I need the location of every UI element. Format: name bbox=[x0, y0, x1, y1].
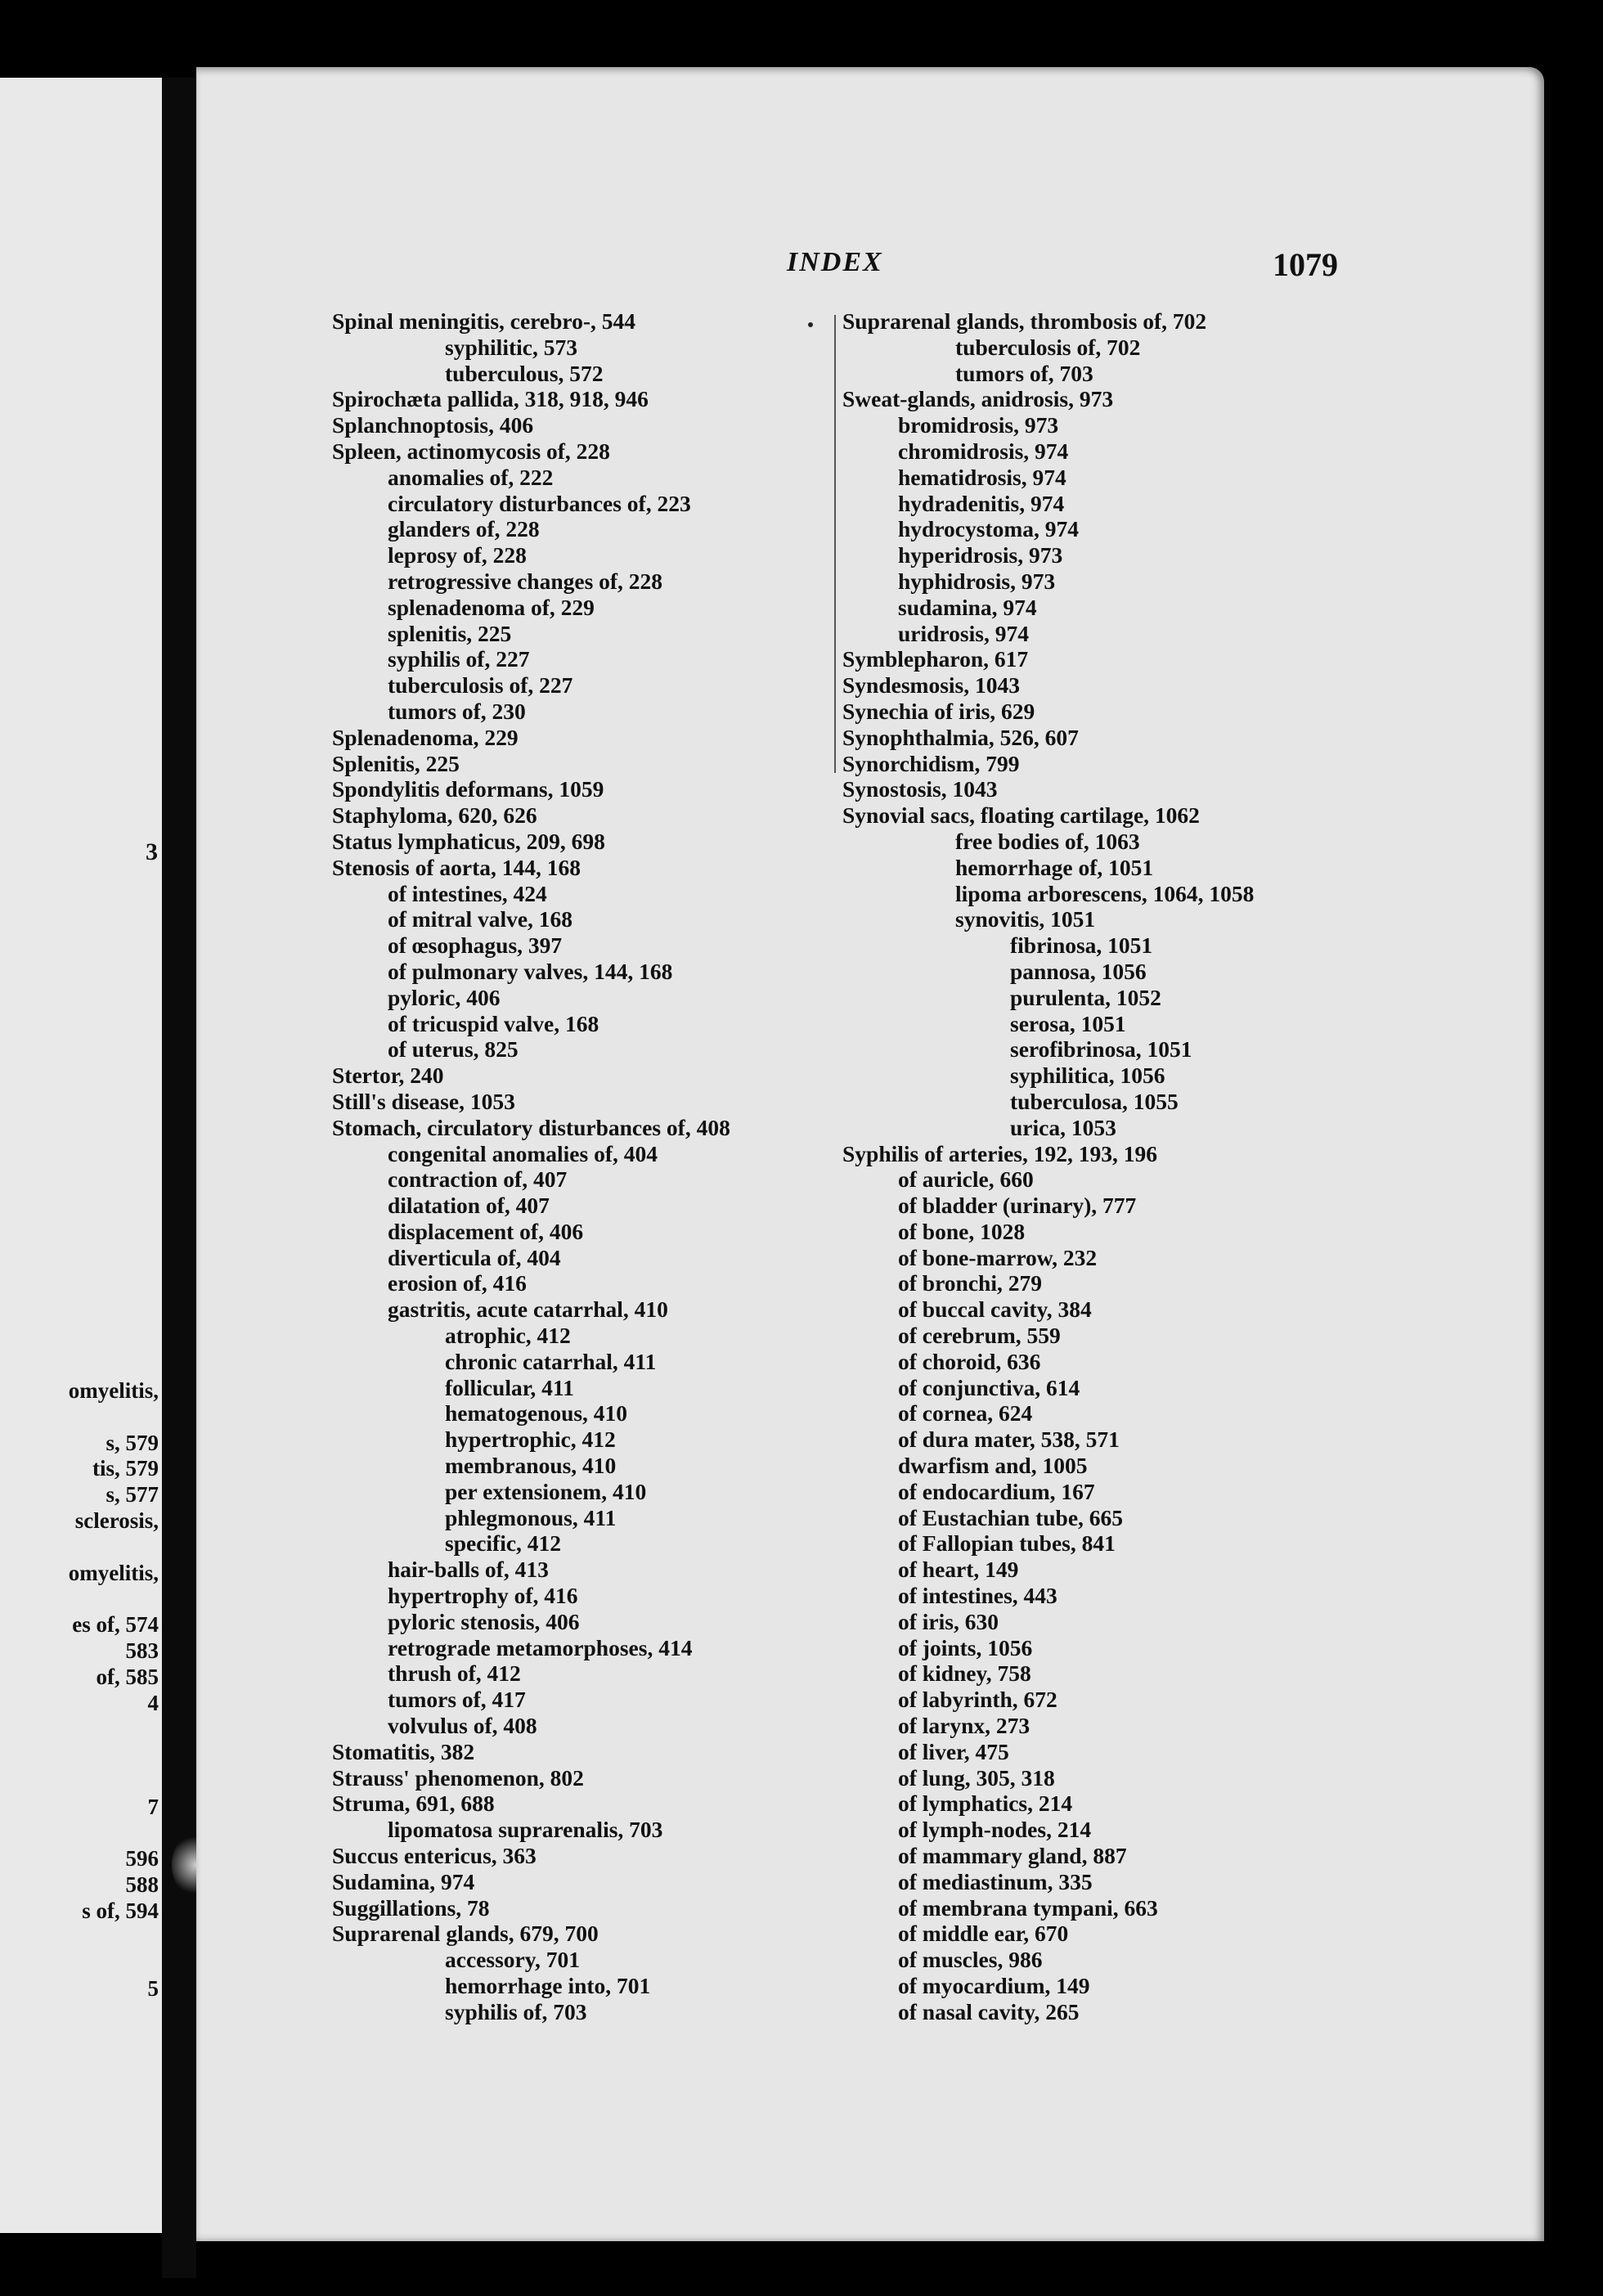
index-subentry: of conjunctiva, 614 bbox=[898, 1374, 1080, 1400]
index-subentry: retrograde metamorphoses, 414 bbox=[388, 1634, 693, 1660]
index-subentry: per extensionem, 410 bbox=[445, 1478, 647, 1504]
index-entry: Splanchnoptosis, 406 bbox=[332, 412, 534, 438]
index-subentry: accessory, 701 bbox=[445, 1947, 580, 1973]
index-subentry: of pulmonary valves, 144, 168 bbox=[388, 958, 673, 984]
index-subentry: synovitis, 1051 bbox=[955, 906, 1096, 932]
index-subentry: fibrinosa, 1051 bbox=[1010, 932, 1153, 959]
index-entry: Stertor, 240 bbox=[332, 1063, 444, 1089]
index-subentry: of mediastinum, 335 bbox=[898, 1868, 1093, 1894]
index-entry: Synorchidism, 799 bbox=[842, 750, 1020, 776]
index-subentry: hematogenous, 410 bbox=[445, 1400, 628, 1427]
index-subentry: hydrocystoma, 974 bbox=[898, 516, 1080, 542]
index-entry: Struma, 691, 688 bbox=[332, 1791, 495, 1817]
index-subentry: pyloric, 406 bbox=[388, 984, 501, 1010]
index-subentry: syphilis of, 703 bbox=[445, 1998, 587, 2024]
index-subentry: diverticula of, 404 bbox=[388, 1244, 561, 1270]
index-entry: Spondylitis deformans, 1059 bbox=[332, 776, 604, 802]
column-divider bbox=[834, 315, 836, 773]
index-entry: Suprarenal glands, 679, 700 bbox=[332, 1921, 599, 1947]
index-subentry: of cerebrum, 559 bbox=[898, 1323, 1061, 1349]
index-subentry: of intestines, 443 bbox=[898, 1583, 1057, 1609]
index-subentry: phlegmonous, 411 bbox=[445, 1504, 617, 1530]
index-subentry: urica, 1053 bbox=[1010, 1114, 1116, 1140]
index-subentry: bromidrosis, 973 bbox=[898, 412, 1059, 438]
index-entry: Splenadenoma, 229 bbox=[332, 724, 519, 750]
index-subentry: gastritis, acute catarrhal, 410 bbox=[388, 1296, 668, 1323]
index-subentry: lipoma arborescens, 1064, 1058 bbox=[955, 880, 1255, 906]
index-subentry: of bone, 1028 bbox=[898, 1218, 1026, 1244]
previous-page-line: 4 bbox=[147, 1690, 159, 1715]
index-subentry: circulatory disturbances of, 223 bbox=[388, 490, 691, 516]
index-subentry: atrophic, 412 bbox=[445, 1323, 571, 1349]
index-subentry: of lymphatics, 214 bbox=[898, 1791, 1073, 1817]
index-entry: Suprarenal glands, thrombosis of, 702 bbox=[842, 308, 1207, 334]
previous-page-line: es of, 574 bbox=[72, 1612, 159, 1638]
previous-page-line: 596 bbox=[125, 1846, 159, 1871]
index-entry: Synophthalmia, 526, 607 bbox=[842, 724, 1079, 750]
index-entry: Syndesmosis, 1043 bbox=[842, 672, 1020, 699]
index-column-right bbox=[842, 308, 1254, 2025]
index-subentry: tuberculosis of, 702 bbox=[955, 334, 1141, 360]
index-subentry: of lung, 305, 318 bbox=[898, 1764, 1055, 1791]
index-subentry: of bronchi, 279 bbox=[898, 1270, 1042, 1296]
index-subentry: of dura mater, 538, 571 bbox=[898, 1427, 1120, 1453]
index-column-left bbox=[332, 308, 730, 2025]
index-subentry: tuberculosa, 1055 bbox=[1010, 1088, 1179, 1114]
index-subentry: glanders of, 228 bbox=[388, 516, 540, 542]
index-subentry: retrogressive changes of, 228 bbox=[388, 568, 663, 594]
index-subentry: sudamina, 974 bbox=[898, 594, 1037, 620]
index-entry: Synovial sacs, floating cartilage, 1062 bbox=[842, 802, 1200, 829]
index-subentry: lipomatosa suprarenalis, 703 bbox=[388, 1817, 663, 1843]
index-subentry: hyperidrosis, 973 bbox=[898, 542, 1063, 568]
index-subentry: chromidrosis, 974 bbox=[898, 438, 1069, 464]
index-subentry: tuberculous, 572 bbox=[445, 360, 604, 386]
index-subentry: of muscles, 986 bbox=[898, 1947, 1043, 1973]
index-subentry: of endocardium, 167 bbox=[898, 1478, 1095, 1504]
index-entry: Sudamina, 974 bbox=[332, 1868, 475, 1894]
index-entry: Staphyloma, 620, 626 bbox=[332, 802, 537, 829]
index-subentry: hypertrophic, 412 bbox=[445, 1427, 616, 1453]
index-subentry: serosa, 1051 bbox=[1010, 1010, 1126, 1036]
index-entry: Spirochæta pallida, 318, 918, 946 bbox=[332, 386, 649, 412]
previous-page-line: s, 577 bbox=[106, 1482, 159, 1507]
previous-page-line: s of, 594 bbox=[82, 1898, 159, 1923]
index-subentry: tumors of, 703 bbox=[955, 360, 1093, 386]
index-subentry: of Eustachian tube, 665 bbox=[898, 1504, 1124, 1530]
index-subentry: tuberculosis of, 227 bbox=[388, 672, 573, 699]
previous-page-line: s, 579 bbox=[106, 1430, 159, 1455]
index-subentry: of uterus, 825 bbox=[388, 1036, 519, 1063]
index-subentry: free bodies of, 1063 bbox=[955, 828, 1140, 854]
index-subentry: volvulus of, 408 bbox=[388, 1713, 537, 1739]
index-subentry: hypertrophy of, 416 bbox=[388, 1583, 578, 1609]
index-subentry: of bladder (urinary), 777 bbox=[898, 1193, 1137, 1219]
index-subentry: leprosy of, 228 bbox=[388, 542, 527, 568]
index-entry: Still's disease, 1053 bbox=[332, 1088, 515, 1114]
index-subentry: specific, 412 bbox=[445, 1530, 562, 1557]
index-subentry: of membrana tympani, 663 bbox=[898, 1894, 1158, 1921]
index-subentry: of heart, 149 bbox=[898, 1557, 1019, 1583]
index-entry: Syphilis of arteries, 192, 193, 196 bbox=[842, 1140, 1157, 1166]
index-entry: Stomatitis, 382 bbox=[332, 1738, 475, 1764]
index-entry: Splenitis, 225 bbox=[332, 750, 460, 776]
previous-page-fragment bbox=[0, 78, 162, 2233]
previous-page-line: of, 585 bbox=[96, 1664, 159, 1689]
index-subentry: of nasal cavity, 265 bbox=[898, 1998, 1080, 2024]
index-subentry: of cornea, 624 bbox=[898, 1400, 1033, 1427]
index-subentry: syphilis of, 227 bbox=[388, 646, 530, 672]
previous-page-stray-char: 3 bbox=[146, 838, 158, 865]
running-title: INDEX bbox=[787, 247, 883, 277]
index-subentry: of intestines, 424 bbox=[388, 880, 547, 906]
index-subentry: purulenta, 1052 bbox=[1010, 984, 1161, 1010]
index-subentry: uridrosis, 974 bbox=[898, 620, 1029, 646]
index-subentry: of mitral valve, 168 bbox=[388, 906, 573, 932]
index-subentry: of joints, 1056 bbox=[898, 1634, 1033, 1660]
index-subentry: chronic catarrhal, 411 bbox=[445, 1348, 657, 1374]
index-subentry: of labyrinth, 672 bbox=[898, 1687, 1057, 1713]
index-subentry: contraction of, 407 bbox=[388, 1166, 568, 1193]
previous-page-line: 583 bbox=[125, 1638, 159, 1663]
index-subentry: hyphidrosis, 973 bbox=[898, 568, 1056, 594]
index-subentry: splenitis, 225 bbox=[388, 620, 512, 646]
index-subentry: hair-balls of, 413 bbox=[388, 1557, 549, 1583]
index-subentry: syphilitic, 573 bbox=[445, 334, 577, 360]
page-number: 1079 bbox=[1273, 246, 1338, 283]
index-entry: Spleen, actinomycosis of, 228 bbox=[332, 438, 610, 464]
previous-page-line: sclerosis, bbox=[74, 1508, 159, 1533]
index-subentry: of lymph-nodes, 214 bbox=[898, 1817, 1092, 1843]
index-subentry: splenadenoma of, 229 bbox=[388, 594, 595, 620]
previous-page-line: 7 bbox=[147, 1794, 159, 1819]
index-entry: Synechia of iris, 629 bbox=[842, 698, 1035, 724]
stray-mark bbox=[808, 322, 813, 327]
index-subentry: pannosa, 1056 bbox=[1010, 958, 1147, 984]
index-entry: Status lymphaticus, 209, 698 bbox=[332, 828, 605, 854]
previous-page-line: omyelitis, bbox=[68, 1378, 159, 1403]
index-subentry: erosion of, 416 bbox=[388, 1270, 527, 1296]
index-subentry: tumors of, 417 bbox=[388, 1687, 526, 1713]
index-subentry: of tricuspid valve, 168 bbox=[388, 1010, 599, 1036]
index-subentry: dwarfism and, 1005 bbox=[898, 1453, 1088, 1479]
index-subentry: of buccal cavity, 384 bbox=[898, 1296, 1092, 1323]
index-entry: Succus entericus, 363 bbox=[332, 1843, 537, 1869]
index-subentry: hydradenitis, 974 bbox=[898, 490, 1065, 516]
index-subentry: of iris, 630 bbox=[898, 1608, 999, 1634]
index-entry: Synostosis, 1043 bbox=[842, 776, 998, 802]
index-subentry: hemorrhage into, 701 bbox=[445, 1973, 651, 1998]
index-subentry: of larynx, 273 bbox=[898, 1713, 1030, 1739]
index-subentry: pyloric stenosis, 406 bbox=[388, 1608, 580, 1634]
index-subentry: congenital anomalies of, 404 bbox=[388, 1140, 658, 1166]
index-subentry: of middle ear, 670 bbox=[898, 1921, 1069, 1947]
index-subentry: syphilitica, 1056 bbox=[1010, 1063, 1165, 1089]
index-subentry: anomalies of, 222 bbox=[388, 464, 554, 490]
index-entry: Strauss' phenomenon, 802 bbox=[332, 1764, 584, 1791]
index-subentry: tumors of, 230 bbox=[388, 698, 526, 724]
index-subentry: of mammary gland, 887 bbox=[898, 1843, 1127, 1869]
index-subentry: thrush of, 412 bbox=[388, 1660, 521, 1687]
index-subentry: of œsophagus, 397 bbox=[388, 932, 563, 959]
previous-page-line: 588 bbox=[125, 1872, 159, 1898]
index-subentry: of choroid, 636 bbox=[898, 1348, 1041, 1374]
index-entry: Symblepharon, 617 bbox=[842, 646, 1029, 672]
index-entry: Sweat-glands, anidrosis, 973 bbox=[842, 386, 1114, 412]
index-entry: Stenosis of aorta, 144, 168 bbox=[332, 854, 581, 880]
index-subentry: displacement of, 406 bbox=[388, 1218, 584, 1244]
index-subentry: of liver, 475 bbox=[898, 1738, 1009, 1764]
index-subentry: membranous, 410 bbox=[445, 1453, 617, 1479]
previous-page-line: tis, 579 bbox=[92, 1456, 159, 1481]
index-subentry: of auricle, 660 bbox=[898, 1166, 1034, 1193]
index-entry: Spinal meningitis, cerebro-, 544 bbox=[332, 308, 636, 334]
index-entry: Stomach, circulatory disturbances of, 408 bbox=[332, 1114, 730, 1140]
previous-page-line: 5 bbox=[147, 1976, 159, 2002]
index-subentry: serofibrinosa, 1051 bbox=[1010, 1036, 1192, 1063]
index-subentry: of Fallopian tubes, 841 bbox=[898, 1530, 1116, 1557]
index-subentry: follicular, 411 bbox=[445, 1374, 574, 1400]
index-subentry: dilatation of, 407 bbox=[388, 1193, 550, 1219]
index-entry: Suggillations, 78 bbox=[332, 1894, 490, 1921]
index-subentry: of kidney, 758 bbox=[898, 1660, 1031, 1687]
index-subentry: of bone-marrow, 232 bbox=[898, 1244, 1098, 1270]
index-subentry: hemorrhage of, 1051 bbox=[955, 854, 1154, 880]
book-spine bbox=[162, 78, 196, 2278]
previous-page-line: omyelitis, bbox=[68, 1560, 159, 1585]
index-subentry: hematidrosis, 974 bbox=[898, 464, 1066, 490]
index-subentry: of myocardium, 149 bbox=[898, 1973, 1090, 1998]
